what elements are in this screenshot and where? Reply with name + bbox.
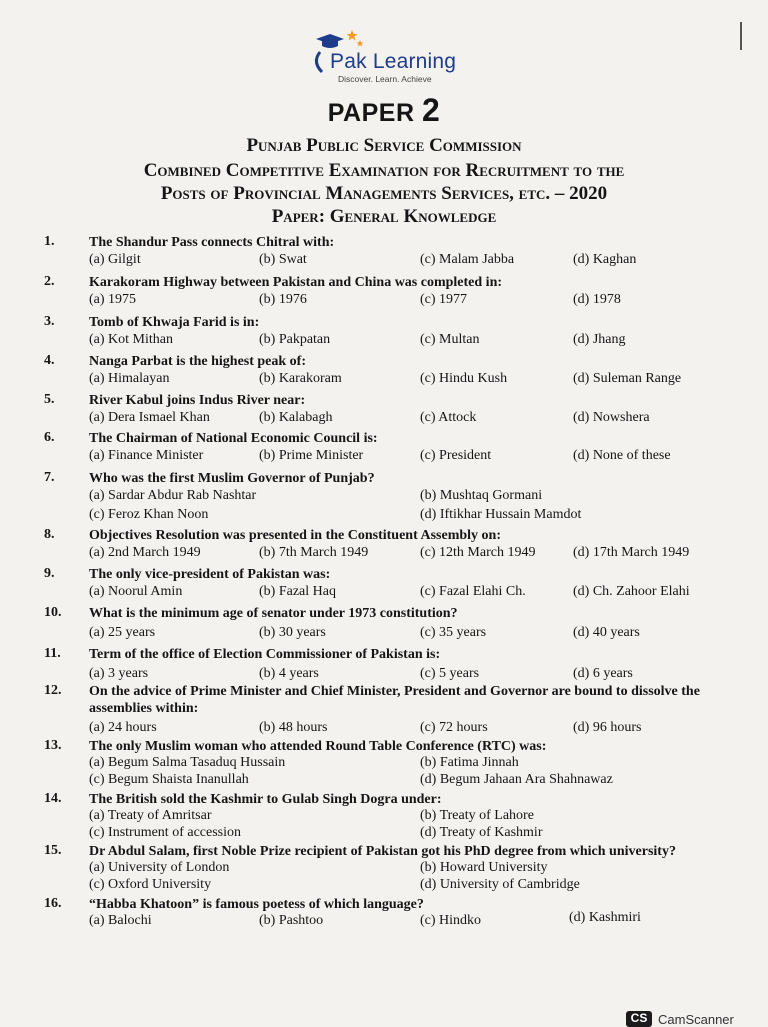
option-b: (b) Karakoram — [259, 371, 342, 386]
question-number: 4. — [44, 353, 55, 368]
option-c: (c) 12th March 1949 — [420, 545, 536, 560]
option-b: (b) 48 hours — [259, 720, 328, 735]
question-number: 16. — [44, 896, 62, 911]
option-a: (a) 25 years — [89, 625, 156, 640]
option-d: (d) 17th March 1949 — [573, 545, 690, 560]
option-d: (d) 6 years — [573, 666, 633, 681]
camscanner-watermark — [626, 1008, 768, 1027]
camscanner-badge: CS — [626, 1011, 652, 1027]
question-text: Dr Abdul Salam, first Noble Prize recipient of Pakistan got his PhD degree from which university? — [89, 844, 676, 859]
question-number: 3. — [44, 314, 55, 329]
option-d: (d) 96 hours — [573, 720, 642, 735]
logo-wordmark: Pak Learning — [330, 50, 457, 73]
option-a: (a) 2nd March 1949 — [89, 545, 201, 560]
option-a: (a) Balochi — [89, 913, 152, 928]
option-c: (c) Fazal Elahi Ch. — [420, 584, 526, 599]
option-d: (d) Suleman Range — [573, 371, 682, 386]
question-number: 8. — [44, 527, 55, 542]
question-text: The only vice-president of Pakistan was: — [89, 567, 331, 582]
option-d: (d) 1978 — [573, 292, 621, 307]
option-d: (d) Nowshera — [573, 410, 650, 425]
option-a: (a) 3 years — [89, 666, 149, 681]
option-a: (a) Gilgit — [89, 252, 141, 267]
question-text: Who was the first Muslim Governor of Punjab? — [89, 471, 375, 486]
question-number: 2. — [44, 274, 55, 289]
option-c: (c) 1977 — [420, 292, 468, 307]
option-d: (d) Kashmiri — [569, 910, 641, 925]
logo-tagline: Discover. Learn. Achieve — [338, 74, 432, 84]
option-a: (a) 24 hours — [89, 720, 157, 735]
option-d: (d) Kaghan — [573, 252, 637, 267]
option-b: (b) Howard University — [420, 860, 548, 875]
paper-number: 2 — [421, 92, 441, 128]
option-c: (c) Hindu Kush — [420, 371, 508, 386]
question-number: 7. — [44, 470, 55, 485]
question-number: 11. — [44, 646, 61, 661]
question-number: 14. — [44, 791, 62, 806]
question-number: 15. — [44, 843, 62, 858]
question-text: The only Muslim woman who attended Round Table Conference (RTC) was: — [89, 739, 547, 754]
option-c: (c) President — [420, 448, 492, 463]
option-d: (d) Jhang — [573, 332, 626, 347]
camscanner-text: CamScanner — [658, 1012, 734, 1027]
question-number: 12. — [44, 683, 62, 698]
option-c: (c) 72 hours — [420, 720, 488, 735]
scan-edge-mark — [740, 22, 742, 50]
option-c: (c) Oxford University — [89, 877, 212, 892]
question-text: Nanga Parbat is the highest peak of: — [89, 354, 307, 369]
option-c: (c) 5 years — [420, 666, 480, 681]
option-b: (b) 4 years — [259, 666, 319, 681]
question-number: 10. — [44, 605, 62, 620]
question-text: Karakoram Highway between Pakistan and China was completed in: — [89, 275, 503, 290]
option-b: (b) Mushtaq Gormani — [420, 488, 543, 503]
paper-label: PAPER — [327, 99, 415, 127]
question-text: The British sold the Kashmir to Gulab Singh Dogra under: — [89, 792, 442, 807]
question-text: “Habba Khatoon” is famous poetess of which language? — [89, 897, 424, 912]
option-b: (b) Kalabagh — [259, 410, 333, 425]
option-d: (d) 40 years — [573, 625, 640, 640]
option-a: (a) Treaty of Amritsar — [89, 808, 212, 823]
question-number: 5. — [44, 392, 55, 407]
option-a: (a) Begum Salma Tasaduq Hussain — [89, 755, 286, 770]
question-text: The Shandur Pass connects Chitral with: — [89, 235, 335, 250]
option-d: (d) Iftikhar Hussain Mamdot — [420, 507, 582, 522]
subject-heading: Paper: General Knowledge — [271, 206, 497, 227]
option-c: (c) Multan — [420, 332, 480, 347]
exam-heading: Combined Competitive Examination for Recruitment to the — [143, 160, 625, 181]
option-b: (b) Fatima Jinnah — [420, 755, 519, 770]
option-a: (a) Kot Mithan — [89, 332, 173, 347]
option-a: (a) Finance Minister — [89, 448, 204, 463]
question-text: River Kabul joins Indus River near: — [89, 393, 306, 408]
commission-heading: Punjab Public Service Commission — [246, 135, 522, 156]
option-d: (d) University of Cambridge — [420, 877, 580, 892]
option-c: (c) Hindko — [420, 913, 482, 928]
option-d: (d) Treaty of Kashmir — [420, 825, 543, 840]
option-c: (c) Instrument of accession — [89, 825, 241, 840]
option-d: (d) Begum Jahaan Ara Shahnawaz — [420, 772, 613, 787]
option-c: (c) Feroz Khan Noon — [89, 507, 209, 522]
question-text: On the advice of Prime Minister and Chief Minister, President and Governor are bound to dissolve the assemblies within: — [89, 684, 700, 716]
option-b: (b) 30 years — [259, 625, 326, 640]
option-c: (c) Begum Shaista Inanullah — [89, 772, 249, 787]
option-c: (c) Malam Jabba — [420, 252, 515, 267]
option-d: (d) None of these — [573, 448, 671, 463]
question-number: 13. — [44, 738, 62, 753]
option-b: (b) Pakpatan — [259, 332, 331, 347]
option-d: (d) Ch. Zahoor Elahi — [573, 584, 690, 599]
option-c: (c) 35 years — [420, 625, 487, 640]
posts-heading: Posts of Provincial Managements Services, etc. – 2020 — [160, 183, 608, 204]
question-number: 9. — [44, 566, 55, 581]
option-a: (a) University of London — [89, 860, 230, 875]
question-text: The Chairman of National Economic Council is: — [89, 431, 378, 446]
option-a: (a) 1975 — [89, 292, 137, 307]
option-a: (a) Himalayan — [89, 371, 170, 386]
option-a: (a) Sardar Abdur Rab Nashtar — [89, 488, 257, 503]
option-b: (b) Fazal Haq — [259, 584, 336, 599]
option-b: (b) Prime Minister — [259, 448, 364, 463]
option-a: (a) Dera Ismael Khan — [89, 410, 210, 425]
option-c: (c) Attock — [420, 410, 477, 425]
option-b: (b) 1976 — [259, 292, 307, 307]
option-b: (b) Swat — [259, 252, 307, 267]
question-text: Term of the office of Election Commissioner of Pakistan is: — [89, 647, 441, 662]
option-b: (b) Treaty of Lahore — [420, 808, 534, 823]
question-text: Tomb of Khwaja Farid is in: — [89, 315, 260, 330]
pak-learning-logo — [308, 28, 488, 88]
option-b: (b) Pashtoo — [259, 913, 324, 928]
question-number: 1. — [44, 234, 55, 249]
question-text: Objectives Resolution was presented in the Constituent Assembly on: — [89, 528, 501, 543]
question-number: 6. — [44, 430, 55, 445]
paper-title — [0, 92, 768, 129]
question-text: What is the minimum age of senator under 1973 constitution? — [89, 606, 458, 621]
option-a: (a) Noorul Amin — [89, 584, 183, 599]
option-b: (b) 7th March 1949 — [259, 545, 369, 560]
